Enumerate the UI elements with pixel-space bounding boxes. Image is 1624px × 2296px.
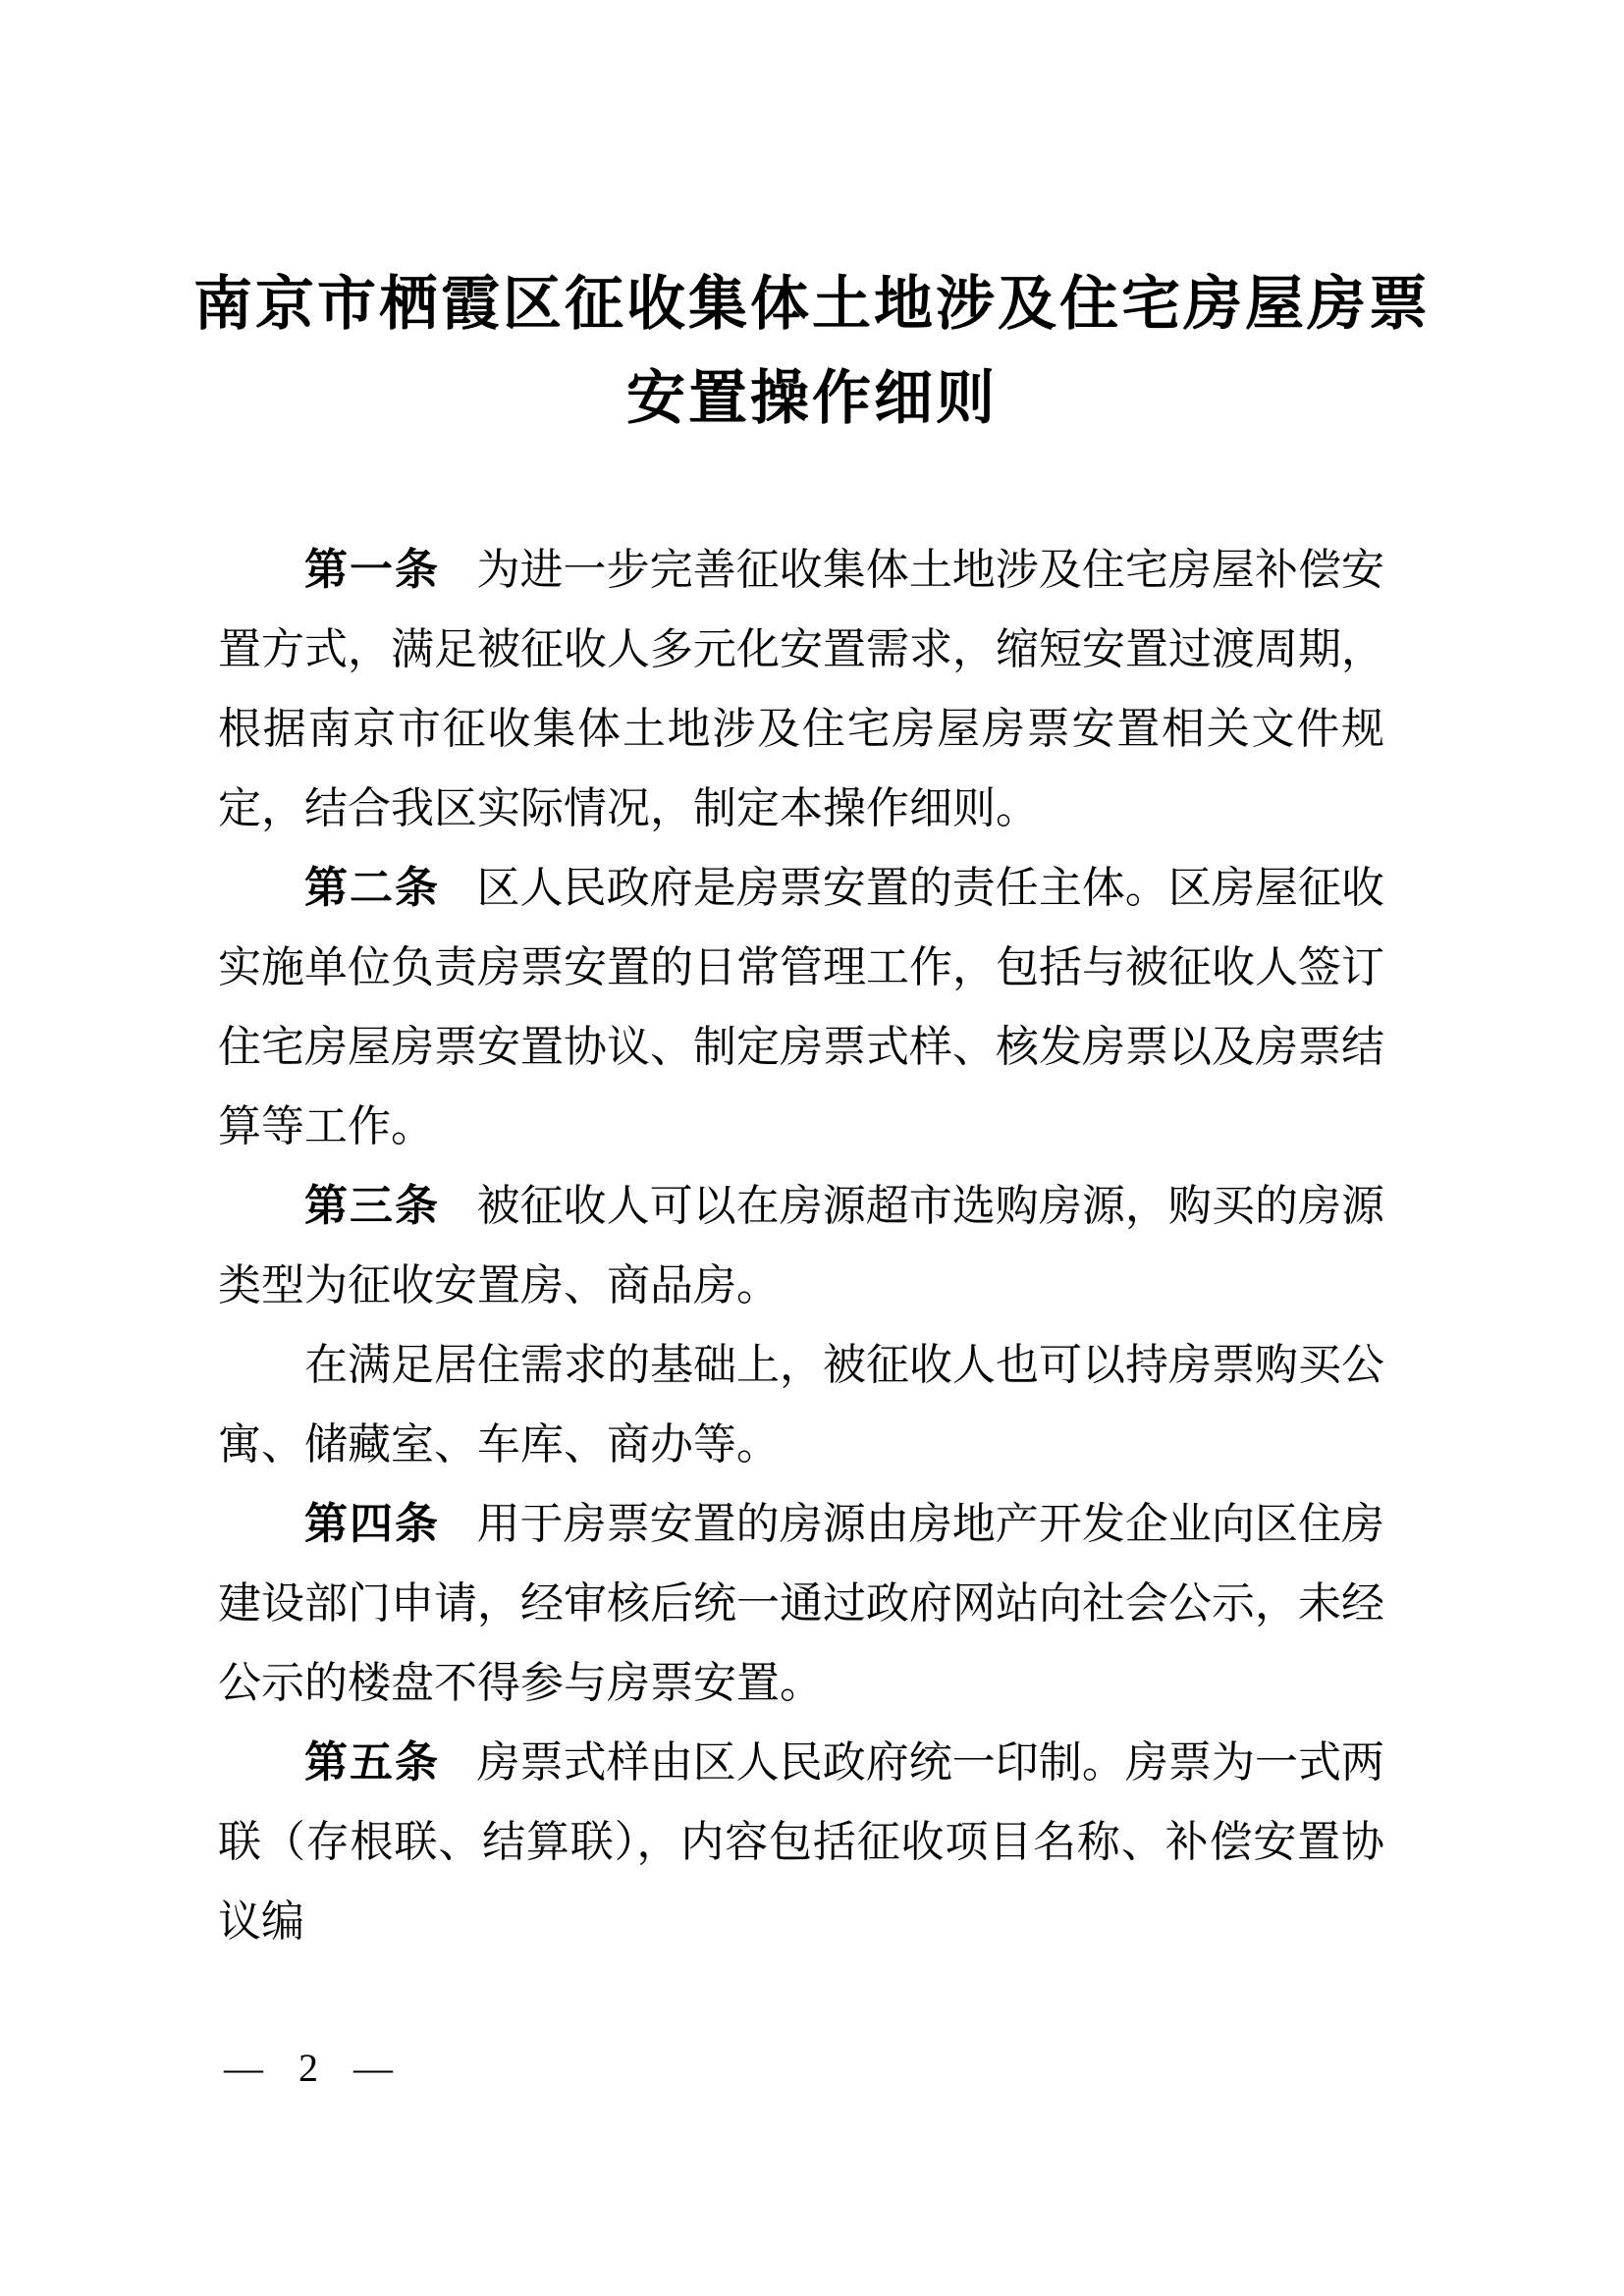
article-1-label: 第一条	[304, 546, 441, 594]
article-paragraph-2	[218, 848, 1384, 1166]
page-number: — 2 —	[224, 2046, 397, 2090]
article-1-text: 为进一步完善征收集体土地涉及住宅房屋补偿安置方式，满足被征收人多元化安置需求，缩短安置过渡周期，根据南京市征收集体土地涉及住宅房屋房票安置相关文件规定，结合我区实际情况，制定本操作细则。	[218, 546, 1385, 832]
article-4-text: 在满足居住需求的基础上，被征收人也可以持房票购买公寓、储藏室、车库、商办等。	[218, 1341, 1384, 1468]
article-paragraph-1	[218, 530, 1384, 848]
article-paragraph-5	[218, 1484, 1384, 1723]
article-paragraph-6	[218, 1723, 1384, 1961]
article-paragraph-3	[218, 1166, 1384, 1325]
document-title	[0, 257, 1624, 446]
article-paragraph-4	[218, 1325, 1384, 1484]
document-title-line-2: 安置操作细则	[626, 366, 998, 431]
article-2-label: 第二条	[304, 864, 441, 912]
article-5-label: 第四条	[304, 1500, 441, 1548]
document-body	[218, 530, 1384, 1961]
article-6-text: 房票式样由区人民政府统一印制。房票为一式两联（存根联、结算联），内容包括征收项目名称、补偿安置协议编	[218, 1738, 1385, 1946]
document-title-line-1: 南京市栖霞区征收集体土地涉及住宅房屋房票	[193, 272, 1431, 337]
article-6-label: 第五条	[304, 1738, 441, 1787]
article-3-text: 被征收人可以在房源超市选购房源，购买的房源类型为征收安置房、商品房。	[218, 1182, 1385, 1309]
article-2-text: 区人民政府是房票安置的责任主体。区房屋征收实施单位负责房票安置的日常管理工作，包括与被征收人签订住宅房屋房票安置协议、制定房票式样、核发房票以及房票结算等工作。	[218, 864, 1385, 1150]
article-5-text: 用于房票安置的房源由房地产开发企业向区住房建设部门申请，经审核后统一通过政府网站向社会公示，未经公示的楼盘不得参与房票安置。	[218, 1500, 1385, 1707]
article-3-label: 第三条	[304, 1182, 441, 1230]
